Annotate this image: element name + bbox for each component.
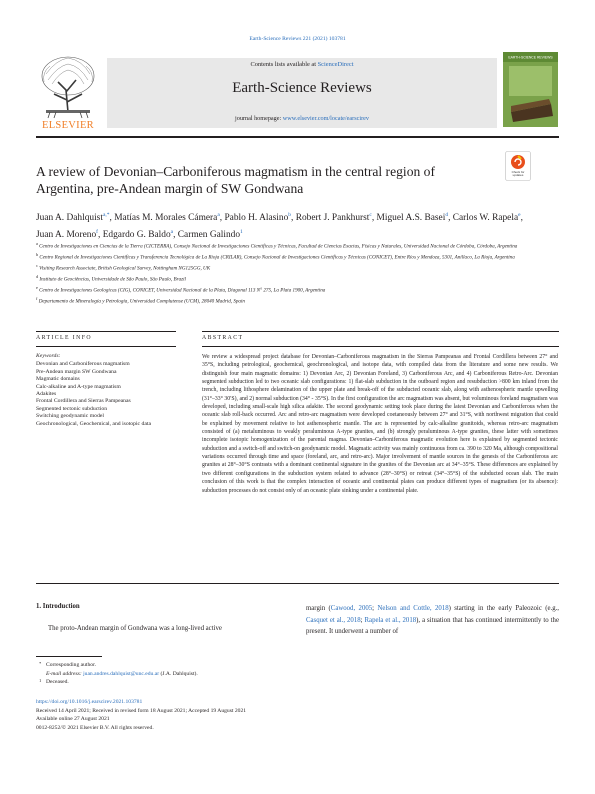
author-affiliation-marker[interactable]: 1 bbox=[240, 229, 243, 236]
footnotes bbox=[36, 661, 336, 687]
author-affiliation-marker[interactable]: c bbox=[369, 212, 372, 218]
abstract-rule bbox=[202, 331, 559, 332]
header-rule bbox=[36, 136, 559, 138]
sciencedirect-link[interactable]: ScienceDirect bbox=[317, 61, 354, 68]
abstract-text: We review a widespread project database for Devonian–Carboniferous magmatism in the Sierras Pampeanas and Frontal Cordillera between 27° and 35°S, including petrological, geochemical, geochronological, and isotope data, with compiled data from the literature and some new results. We distinguish four main magmatic domains: 1) Devonian Arc, 2) Devonian Foreland, 3) Carboniferous Arc, and 4) Carboniferous Retro-Arc. Devonian segmented subduction led to two oceanic slab configurations: 1) flat-slab subduction in the outboard region and resubduction >800 km inland from the trench, including lithosphere delamination of the upper plate and break-off of the subducted oceanic slab, along with asthenospheric mantle upwelling (31°–33° 30′S), and 2) normal subduction (34° - 35°S). In the first configuration the arc magmatism was absent, but voluminous foreland magmatism was developed, including small-scale high silica adakite. The second geodynamic setting took place during the latest Devonian and Carboniferous when the oceanic slab roll-back occurred. Arc and retro-arc magmatism were developed coetaneously between 27° and 31°S, with northwest migration that could be explained by movement relative to hot asthenospheric mantle. The arc is represented by calc-alkaline granitoids, whereas retro-arc magmatism consisted of (a) metaluminous to weakly peraluminous A-type granites, and (b) strongly peraluminous A-type granites, these latter with sometimes incomplete isotopic homogenization of the parental magma. Devonian–Carboniferous magmatic evolution here is explained by segmented tectonic subduction and a switch-off and switch-on geodynamic model. Magmatic activity was mainly continuous from ca. 390 to 320 Ma, although compositional variations occurred through time and space (foreland, arc, and retro-arc). Major involvement of mantle sources in the genesis of the Carboniferous arc granites at 28°–30°S contrasts with a dominant continental signature in the granites of the Devonian arc at 34°–35°S. These differences are explained by two different configurations in the subduction system related to advance (28°–30°S) or retreat (34°–35°S) of the subducted ocean slab. The main conclusion of this work is that the complex interaction of oceanic and continental plates can produce different types of magmatism (or its absence): subduction processes do not consist only of an oceanic plate sinking under a continental plate. bbox=[202, 354, 558, 494]
intro-text-run: ; bbox=[372, 605, 378, 612]
elsevier-wordmark: ELSEVIER bbox=[42, 120, 94, 131]
affiliation-item: $^e$ Centro de Investigaciones Geologicas (CIG), CONICET, Universidad Nacional de la Plata, Diagonal 113 N° 275, La Plata 1900, Argentina bbox=[36, 285, 326, 295]
author-list: Juan A. Dahlquist$^{a,*}$, Matías M. Morales Cámera$^a$, Pablo H. Alasino$^b$, Robert J. Pankhurst$^c$, Miguel A.S. Basei$^d$, Carlos W. Rapela$^e$, Juan A. Moreno$^f$, Edgardo G. Baldo$^a$, Carmen Galindo$^1$ bbox=[36, 212, 523, 241]
journal-cover-image bbox=[503, 52, 558, 127]
author-affiliation-marker[interactable]: a bbox=[217, 212, 220, 218]
author-name[interactable]: Juan A. Dahlquist$^{a,*}$ bbox=[36, 212, 110, 224]
publication-info bbox=[36, 698, 436, 732]
footnote-corresponding: * Corresponding author. bbox=[39, 661, 97, 668]
available-online: Available online 27 August 2021 bbox=[36, 716, 110, 723]
keyword-item: Devonian and Carboniferous magmatism bbox=[36, 361, 130, 368]
keyword-item: Segmented tectonic subduction bbox=[36, 405, 108, 412]
intro-text-run: margin ( bbox=[306, 605, 331, 612]
affiliation-item: $^d$ Instituto de Geociências, Universidade de São Paulo, São Paulo, Brazil bbox=[36, 274, 186, 283]
intro-paragraph-right bbox=[306, 603, 559, 638]
journal-title: Earth-Science Reviews bbox=[232, 80, 372, 96]
article-title: A review of Devonian–Carboniferous magmatism in the central region of Argentina, pre-Andean margin of SW Gondwana bbox=[36, 164, 436, 196]
author-name[interactable]: Carlos W. Rapela$^e$ bbox=[452, 212, 521, 224]
received-dates: Received 14 April 2021; Received in revised form 18 August 2021; Accepted 19 August 2021 bbox=[36, 707, 247, 714]
author-affiliation-marker[interactable]: f bbox=[96, 229, 98, 236]
author-name[interactable]: Robert J. Pankhurst$^c$ bbox=[295, 212, 372, 224]
homepage-link[interactable]: www.elsevier.com/locate/earscirev bbox=[282, 115, 369, 122]
email-link[interactable]: juan.andres.dahlquist@unc.edu.ar bbox=[83, 670, 160, 677]
affiliation-item: $^a$ Centro de Investigaciones en Ciencias de la Tierra (CICTERRA), Consejo Nacional de Investigaciones Científicas y Técnicas, Facultad de Ciencias Exactas, Físicas y Naturales, Universidad Nacional de Córdoba, Córdoba, Argentina bbox=[36, 241, 518, 250]
intro-text-run: ), a situation that has continued intermittently to the present. It underwent a number of bbox=[306, 616, 559, 636]
keyword-item: Calc-alkaline and A-type magmatism bbox=[36, 383, 121, 390]
author-name[interactable]: Matías M. Morales Cámera$^a$ bbox=[114, 212, 220, 224]
intro-paragraph-left: The proto-Andean margin of Gondwana was a long-lived active bbox=[48, 625, 222, 632]
citation-link[interactable]: Casquet et al., 2018 bbox=[306, 616, 361, 624]
journal-homepage: journal homepage: www.elsevier.com/locate/earscirev bbox=[235, 115, 369, 122]
keywords-section bbox=[36, 353, 176, 428]
section-heading-introduction: 1. Introduction bbox=[36, 603, 80, 610]
author-name[interactable]: Juan A. Moreno$^f$ bbox=[36, 229, 98, 241]
footnote-email: E-mail address: juan.andres.dahlquist@unc.edu.ar (J.A. Dahlquist). bbox=[46, 670, 198, 677]
keyword-item: Adakites bbox=[36, 391, 57, 398]
author-name[interactable]: Carmen Galindo$^1$ bbox=[177, 229, 243, 241]
citation-link[interactable]: Cawood, 2005 bbox=[330, 605, 373, 612]
intro-text-run: ; bbox=[360, 616, 365, 624]
keyword-list bbox=[36, 361, 176, 428]
keywords-label: Keywords: bbox=[36, 353, 61, 359]
journal-reference[interactable]: Earth-Science Reviews 221 (2021) 103781 bbox=[249, 36, 346, 42]
check-for-updates-badge[interactable] bbox=[505, 151, 531, 181]
keyword-item: Magmatic domains bbox=[36, 376, 80, 383]
footnote-deceased: 1 Deceased. bbox=[39, 678, 69, 686]
author-affiliation-marker[interactable]: b bbox=[288, 212, 292, 218]
article-info-rule bbox=[36, 331, 176, 332]
author-affiliation-marker[interactable]: a bbox=[170, 229, 174, 236]
affiliation-item: $^f$ Departamento de Mineralogía y Petrología, Universidad Complutense (UCM), 28040 Madrid, Spain bbox=[36, 296, 245, 306]
abstract-heading: ABSTRACT bbox=[202, 335, 244, 341]
citation-link[interactable]: Rapela et al., 2018 bbox=[364, 616, 417, 624]
author-name[interactable]: Edgardo G. Baldo$^a$ bbox=[102, 229, 174, 241]
cover-title: EARTH-SCIENCE REVIEWS bbox=[508, 55, 553, 60]
keyword-item: Switching geodynamic model bbox=[36, 413, 104, 420]
author-affiliation-marker[interactable]: e bbox=[518, 212, 521, 218]
keyword-item: Frontal Cordillera and Sierras Pampeanas bbox=[36, 398, 131, 405]
doi-link[interactable]: https://doi.org/10.1016/j.earscirev.2021.103781 bbox=[36, 699, 143, 705]
keyword-item: Pre-Andean margin SW Gondwana bbox=[36, 368, 117, 375]
author-affiliation-marker[interactable]: a,* bbox=[102, 212, 110, 218]
article-info-heading: ARTICLE INFO bbox=[36, 335, 92, 341]
elsevier-tree-logo bbox=[36, 52, 100, 130]
copyright: 0012-8252/© 2021 Elsevier B.V. All rights reserved. bbox=[36, 724, 154, 731]
affiliation-item: $^c$ Visiting Research Associate, British Geological Survey, Nottingham NG125GG, UK bbox=[36, 263, 211, 272]
footnote-rule bbox=[36, 656, 102, 657]
citation-link[interactable]: Nelson and Cottle, 2018 bbox=[377, 605, 449, 612]
keyword-item: Geochronological, Geochemical, and isotopic data bbox=[36, 420, 151, 427]
author-name[interactable]: Pablo H. Alasino$^b$ bbox=[224, 212, 292, 224]
intro-text-run: ) starting in the early Paleozoic (e.g., bbox=[448, 605, 560, 612]
badge-label: Check for updates bbox=[511, 171, 525, 178]
affiliation-item: $^b$ Centro Regional de Investigaciones Científicas y Transferencia Tecnológica de La Rioja (CRILAR), Consejo Nacional de Investigaciones Científicas y Técnicas (CONICET), Entre Ríos y Mendoza, 5301, Anillaco, La Rioja, Argentina bbox=[36, 252, 515, 261]
abstract-end-rule bbox=[36, 583, 559, 584]
author-affiliation-marker[interactable]: d bbox=[445, 212, 449, 218]
author-name[interactable]: Miguel A.S. Basei$^d$ bbox=[376, 212, 449, 224]
affiliation-list bbox=[36, 240, 559, 307]
contents-line: Contents lists available at ScienceDirect bbox=[250, 61, 354, 68]
